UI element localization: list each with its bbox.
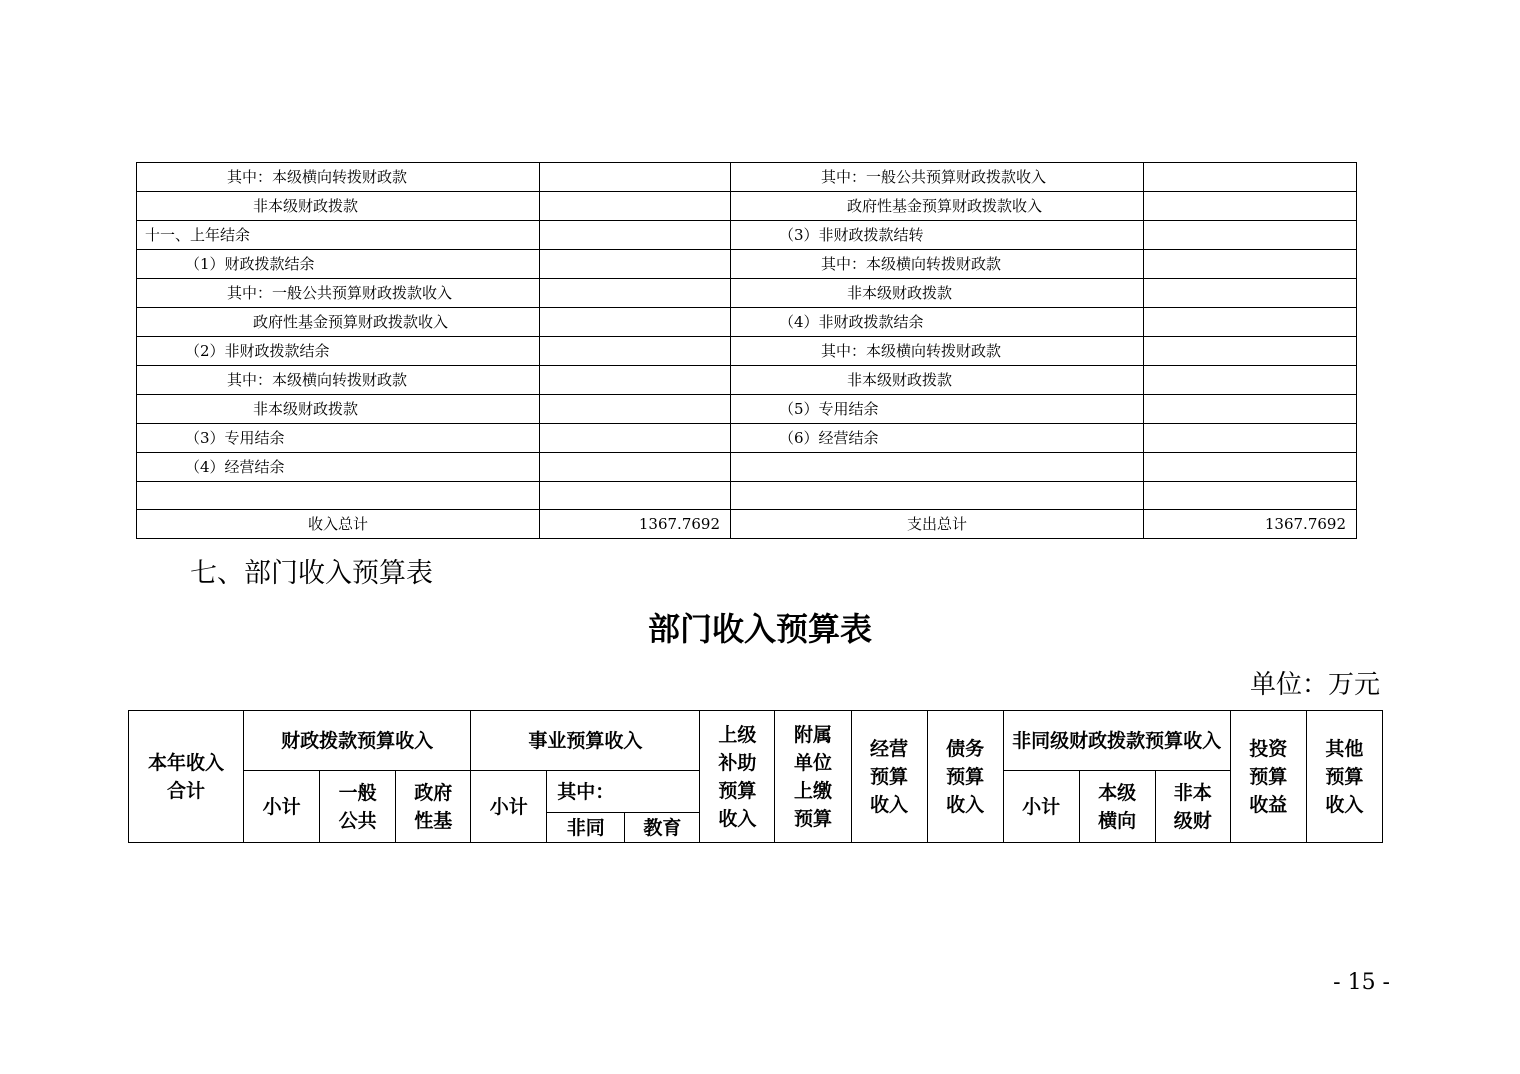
left-value-cell	[540, 163, 731, 192]
left-value-cell	[540, 482, 731, 510]
income-total-value: 1367.7692	[540, 510, 731, 539]
header-non-same-level-group: 非同级财政拨款预算收入	[1003, 711, 1230, 771]
header-business-non-same: 非同	[547, 813, 625, 843]
table-row	[137, 279, 1357, 308]
header-fiscal-subtotal: 小计	[244, 771, 320, 843]
right-value-cell	[1144, 337, 1357, 366]
header-nsl-same-level: 本级横向	[1079, 771, 1155, 843]
right-value-cell	[1144, 424, 1357, 453]
header-other-income: 其他预算收入	[1306, 711, 1382, 843]
left-label-cell: （1）财政拨款结余	[137, 250, 540, 279]
header-fiscal-general: 一般公共	[320, 771, 396, 843]
header-nsl-subtotal: 小计	[1003, 771, 1079, 843]
left-label-cell: 其中：本级横向转拨财政款	[137, 163, 540, 192]
right-label-cell: （3）非财政拨款结转	[731, 221, 1144, 250]
right-value-cell	[1144, 192, 1357, 221]
table-row	[137, 163, 1357, 192]
left-label-cell: 其中：一般公共预算财政拨款收入	[137, 279, 540, 308]
right-label-cell: （4）非财政拨款结余	[731, 308, 1144, 337]
left-label-cell: （2）非财政拨款结余	[137, 337, 540, 366]
left-value-cell	[540, 192, 731, 221]
page-number: - 15 -	[1333, 970, 1390, 995]
header-investment-income: 投资预算收益	[1230, 711, 1306, 843]
table-row	[137, 395, 1357, 424]
header-business-group: 事业预算收入	[471, 711, 700, 771]
table-row	[137, 453, 1357, 482]
left-value-cell	[540, 366, 731, 395]
table-row	[137, 308, 1357, 337]
right-label-cell: 其中：一般公共预算财政拨款收入	[731, 163, 1144, 192]
right-value-cell	[1144, 250, 1357, 279]
budget-summary-table	[136, 162, 1357, 539]
right-value-cell	[1144, 366, 1357, 395]
right-value-cell	[1144, 308, 1357, 337]
right-label-cell: 政府性基金预算财政拨款收入	[731, 192, 1144, 221]
budget-summary-body	[137, 163, 1357, 510]
table-row	[137, 192, 1357, 221]
right-value-cell	[1144, 279, 1357, 308]
table-row	[137, 221, 1357, 250]
table-title: 部门收入预算表	[647, 610, 872, 648]
total-row	[137, 510, 1357, 539]
right-value-cell	[1144, 482, 1357, 510]
expense-total-value: 1367.7692	[1144, 510, 1357, 539]
left-label-cell: 非本级财政拨款	[137, 395, 540, 424]
left-value-cell	[540, 337, 731, 366]
right-label-cell: 其中：本级横向转拨财政款	[731, 337, 1144, 366]
right-label-cell: 非本级财政拨款	[731, 366, 1144, 395]
right-value-cell	[1144, 163, 1357, 192]
section-heading: 七、部门收入预算表	[190, 558, 433, 589]
left-label-cell	[137, 482, 540, 510]
table-row	[137, 366, 1357, 395]
right-label-cell: 非本级财政拨款	[731, 279, 1144, 308]
table-row	[137, 424, 1357, 453]
unit-label: 单位：万元	[1249, 670, 1380, 700]
left-label-cell: 十一、上年结余	[137, 221, 540, 250]
header-fiscal-group: 财政拨款预算收入	[244, 711, 471, 771]
right-value-cell	[1144, 395, 1357, 424]
left-value-cell	[540, 308, 731, 337]
header-fiscal-gov-fund: 政府性基	[396, 771, 471, 843]
table-row	[137, 337, 1357, 366]
header-total-income: 本年收入合计	[129, 711, 244, 843]
left-value-cell	[540, 395, 731, 424]
right-value-cell	[1144, 453, 1357, 482]
header-operating-income: 经营预算收入	[851, 711, 927, 843]
table-row	[137, 482, 1357, 510]
left-label-cell: （4）经营结余	[137, 453, 540, 482]
left-value-cell	[540, 221, 731, 250]
left-label-cell: （3）专用结余	[137, 424, 540, 453]
right-value-cell	[1144, 221, 1357, 250]
right-label-cell: 其中：本级横向转拨财政款	[731, 250, 1144, 279]
right-label-cell: （5）专用结余	[731, 395, 1144, 424]
right-label-cell	[731, 453, 1144, 482]
right-label-cell: （6）经营结余	[731, 424, 1144, 453]
header-nsl-non-level: 非本级财	[1155, 771, 1230, 843]
income-total-label: 收入总计	[137, 510, 540, 539]
table-row	[137, 250, 1357, 279]
left-label-cell: 非本级财政拨款	[137, 192, 540, 221]
left-value-cell	[540, 279, 731, 308]
header-affiliated-units: 附属单位上缴预算	[775, 711, 851, 843]
department-income-budget-table	[128, 710, 1383, 843]
left-label-cell: 其中：本级横向转拨财政款	[137, 366, 540, 395]
header-business-education: 教育	[625, 813, 700, 843]
left-value-cell	[540, 250, 731, 279]
right-label-cell	[731, 482, 1144, 510]
expense-total-label: 支出总计	[731, 510, 1144, 539]
left-value-cell	[540, 424, 731, 453]
header-superior-subsidy: 上级补助预算收入	[700, 711, 775, 843]
left-value-cell	[540, 453, 731, 482]
left-label-cell: 政府性基金预算财政拨款收入	[137, 308, 540, 337]
header-debt-income: 债务预算收入	[927, 711, 1003, 843]
header-business-including: 其中：	[547, 771, 700, 813]
header-business-subtotal: 小计	[471, 771, 547, 843]
